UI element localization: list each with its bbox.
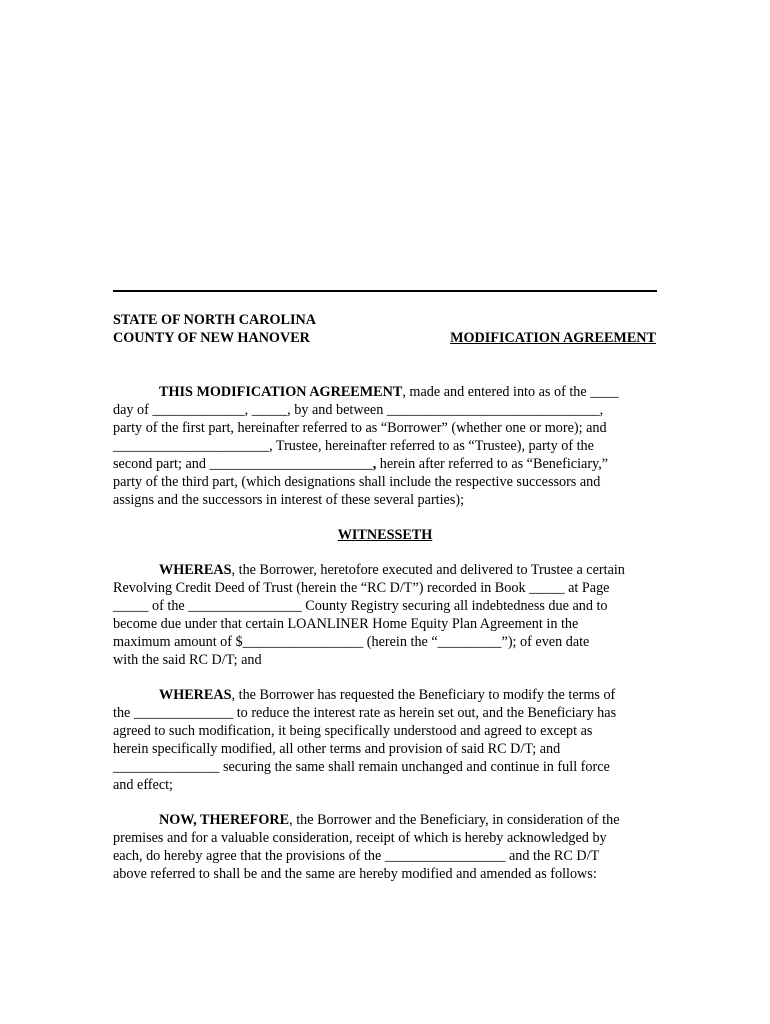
intro-paragraph (113, 383, 657, 509)
paragraph-lead: WHEREAS (159, 687, 232, 703)
county-line: COUNTY OF NEW HANOVER (113, 330, 310, 346)
paragraph-line: _____ of the ________________ County Registry securing all indebtedness due and to (113, 598, 608, 614)
paragraph-line: the ______________ to reduce the interest rate as herein set out, and the Beneficiary has (113, 705, 617, 721)
paragraph-line: become due under that certain LOANLINER Home Equity Plan Agreement in the (113, 616, 579, 632)
document-body (113, 383, 657, 883)
now-therefore-paragraph (113, 811, 657, 883)
paragraph-text: second part; and _______________________ (113, 456, 373, 472)
whereas-paragraph-2 (113, 686, 657, 794)
paragraph-line: and effect; (113, 777, 173, 793)
paragraph-spacer (113, 794, 657, 811)
paragraph-line: day of _____________, _____, by and between ______________________________, (113, 402, 604, 418)
document-title: MODIFICATION AGREEMENT (450, 330, 656, 346)
top-divider-rule (113, 290, 657, 292)
paragraph-line: each, do hereby agree that the provisions of the _________________ and the RC D/T (113, 848, 600, 864)
paragraph-line (113, 455, 657, 473)
paragraph-lead: NOW, THEREFORE (159, 812, 290, 828)
paragraph-spacer (113, 669, 657, 686)
paragraph-line: _______________ securing the same shall remain unchanged and continue in full force (113, 759, 610, 775)
paragraph-comma: , (372, 456, 377, 472)
paragraph-lead: THIS MODIFICATION AGREEMENT (159, 384, 403, 400)
paragraph-line: premises and for a valuable consideration, receipt of which is hereby acknowledged by (113, 830, 607, 846)
whereas-paragraph-1 (113, 561, 657, 669)
paragraph-text: , the Borrower, heretofore executed and delivered to Trustee a certain (231, 562, 625, 578)
paragraph-line: agreed to such modification, it being specifically understood and agreed to except as (113, 723, 593, 739)
document-heading (113, 311, 657, 347)
paragraph-text: , the Borrower has requested the Beneficiary to modify the terms of (231, 687, 616, 703)
paragraph-text: , the Borrower and the Beneficiary, in consideration of the (289, 812, 620, 828)
paragraph-line: herein specifically modified, all other terms and provision of said RC D/T; and (113, 741, 561, 757)
paragraph-line (113, 811, 657, 829)
paragraph-text: herein after referred to as “Beneficiary,” (376, 456, 609, 472)
paragraph-text: , made and entered into as of the ____ (402, 384, 619, 400)
state-line: STATE OF NORTH CAROLINA (113, 312, 317, 328)
paragraph-lead: WHEREAS (159, 562, 232, 578)
paragraph-line: Revolving Credit Deed of Trust (herein the “RC D/T”) recorded in Book _____ at Page (113, 580, 610, 596)
paragraph-line: with the said RC D/T; and (113, 652, 262, 668)
paragraph-line: party of the first part, hereinafter referred to as “Borrower” (whether one or more); and (113, 420, 607, 436)
paragraph-line: assigns and the successors in interest of these several parties); (113, 492, 465, 508)
paragraph-line (113, 383, 657, 401)
paragraph-line (113, 686, 657, 704)
paragraph-line: above referred to shall be and the same are hereby modified and amended as follows: (113, 866, 597, 882)
paragraph-line: maximum amount of $_________________ (herein the “_________”); of even date (113, 634, 590, 650)
witnesseth-heading: WITNESSETH (337, 527, 433, 543)
paragraph-line: ______________________, Trustee, hereinafter referred to as “Trustee), party of the (113, 438, 594, 454)
paragraph-line: party of the third part, (which designations shall include the respective successors and (113, 474, 601, 490)
paragraph-line (113, 561, 657, 579)
